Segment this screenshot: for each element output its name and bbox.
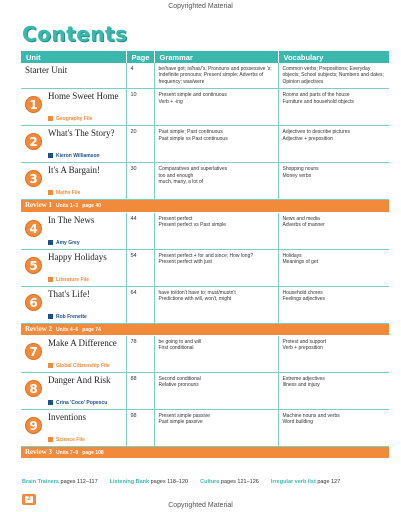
grammar-item: Present perfect + for and since; How long? (158, 252, 254, 259)
header-unit: Unit (21, 51, 126, 63)
review-title[interactable]: Review 1 (25, 201, 53, 210)
footer-link[interactable] (200, 479, 259, 485)
grammar-item: Past simple; Past continuous (158, 129, 223, 136)
unit-cell (21, 63, 126, 89)
table-body (21, 63, 389, 459)
unit-number-badge: 2 (25, 133, 42, 150)
unit-cell (21, 212, 126, 249)
unit-number-badge: 6 (25, 294, 42, 311)
unit-file-label: Maths File (56, 190, 81, 197)
page-number-cell: 10 (126, 89, 154, 126)
review-title[interactable]: Review 3 (25, 448, 53, 457)
vocabulary-item: Household chores (282, 289, 323, 296)
square-bullet-icon (48, 363, 53, 368)
grammar-cell (154, 410, 278, 447)
square-bullet-icon (48, 240, 53, 245)
square-bullet-icon (48, 400, 53, 405)
grammar-cell (154, 89, 278, 126)
page-number-cell: 78 (126, 336, 154, 373)
vocabulary-cell (278, 163, 389, 200)
review-title[interactable]: Review 2 (25, 324, 53, 333)
unit-cell (21, 249, 126, 286)
review-page: page 40 (82, 203, 101, 210)
grammar-item: Past simple passive (158, 419, 203, 426)
review-units: Units 4–6 (56, 326, 79, 333)
footer-link-pages: page 127 (317, 479, 341, 485)
vocabulary-item: Shopping nouns (282, 166, 319, 173)
vocabulary-item: Adjective + preposition (282, 135, 333, 142)
review-units: Units 1–3 (56, 203, 79, 210)
vocabulary-item: Holidays (282, 252, 302, 259)
footer-link-label: Irregular verb list (270, 479, 316, 485)
unit-number-badge: 4 (25, 220, 42, 237)
square-bullet-icon (48, 277, 53, 282)
page-number-cell: 64 (126, 286, 154, 323)
unit-file-label: Global Citizenship File (56, 363, 110, 370)
unit-row (21, 212, 389, 249)
unit-row (21, 286, 389, 323)
unit-file-label: Crina 'Coco' Popescu (56, 400, 108, 407)
footer-link-pages: pages 118–120 (150, 479, 189, 485)
unit-file-label: Literature File (56, 276, 90, 283)
unit-title[interactable]: In The News (48, 214, 95, 225)
unit-file[interactable] (48, 153, 100, 159)
unit-cell (21, 336, 126, 373)
grammar-item: Verb + -ing (158, 98, 183, 105)
vocabulary-item: Protest and support (282, 339, 327, 346)
unit-title[interactable]: Happy Holidays (48, 251, 107, 262)
grammar-item: Predictions with will, won't, might (158, 296, 232, 303)
vocabulary-cell (278, 249, 389, 286)
unit-title[interactable]: Home Sweet Home (48, 91, 119, 102)
vocabulary-cell (278, 336, 389, 373)
vocabulary-item: Adjectives to describe pictures (282, 129, 351, 136)
grammar-cell (154, 249, 278, 286)
grammar-item: Past simple vs Past continuous (158, 135, 228, 142)
vocabulary-item: Word building (282, 419, 313, 426)
unit-row (21, 373, 389, 410)
grammar-item: much, many, a lot of (158, 179, 204, 186)
vocabulary-item: Verb + preposition (282, 345, 323, 352)
grammar-cell (154, 373, 278, 410)
vocabulary-item: Extreme adjectives (282, 376, 325, 383)
vocabulary-item: Money verbs (282, 172, 312, 179)
footer-link-label: Culture (200, 479, 220, 485)
grammar-item: have to/don't have to; must/mustn't (158, 289, 236, 296)
vocabulary-cell (278, 126, 389, 163)
unit-cell (21, 286, 126, 323)
vocabulary-item: Illness and injury (282, 382, 320, 389)
vocabulary-item: Rooms and parts of the house (282, 92, 350, 99)
vocabulary-item: Machine nouns and verbs (282, 413, 340, 420)
vocabulary-cell: Common verbs; Prepositions; Everyday objects; School subjects; Numbers and dates; Opinion adjectives (278, 63, 389, 89)
vocabulary-item: Furniture and household objects (282, 98, 354, 105)
unit-file[interactable] (48, 116, 92, 122)
vocabulary-cell (278, 212, 389, 249)
unit-cell (21, 373, 126, 410)
grammar-item: Present perfect vs Past simple (158, 222, 227, 229)
unit-title[interactable]: Starter Unit (25, 65, 68, 75)
copyright-top: Copyrighted Material (168, 3, 233, 10)
footer-link[interactable] (22, 479, 98, 485)
unit-number-badge: 7 (25, 343, 42, 360)
review-units: Units 7–9 (56, 450, 79, 457)
copyright-bottom: Copyrighted Material (168, 502, 233, 509)
footer-link-pages: pages 112–117 (60, 479, 98, 485)
page-title: Contents (22, 22, 128, 46)
unit-file[interactable] (48, 400, 107, 406)
grammar-item: Second conditional (158, 376, 201, 383)
grammar-item: Present simple passive (158, 413, 210, 420)
grammar-cell (154, 212, 278, 249)
header-grammar: Grammar (154, 51, 278, 63)
square-bullet-icon (48, 190, 53, 195)
vocabulary-cell (278, 286, 389, 323)
page-number-cell: 44 (126, 212, 154, 249)
unit-file-label: Rob Frenette (56, 313, 87, 320)
review-row (21, 200, 389, 212)
vocabulary-cell (278, 373, 389, 410)
footer-links (22, 479, 352, 485)
unit-title[interactable]: What's The Story? (48, 128, 115, 139)
grammar-item: be going to and will (158, 339, 202, 346)
vocabulary-item: Feelings adjectives (282, 296, 326, 303)
grammar-item: Relative pronouns (158, 382, 199, 389)
page-number-cell: 20 (126, 126, 154, 163)
unit-title[interactable]: It's A Bargain! (48, 165, 100, 176)
unit-number-badge: 3 (25, 170, 42, 187)
unit-file[interactable] (48, 437, 85, 443)
vocabulary-cell (278, 89, 389, 126)
square-bullet-icon (48, 153, 53, 158)
unit-file-label: Geography File (56, 116, 93, 123)
unit-number-badge: 1 (25, 96, 42, 113)
grammar-item: Present perfect (158, 215, 193, 222)
unit-row (21, 410, 389, 447)
unit-file-label: Amy Grey (56, 239, 80, 246)
grammar-item: Present perfect with just (158, 259, 212, 266)
page-number-cell: 30 (126, 163, 154, 200)
footer-link[interactable] (110, 479, 188, 485)
review-cell (21, 200, 389, 212)
grammar-item: First conditional (158, 345, 194, 352)
unit-file[interactable] (48, 314, 87, 320)
review-row (21, 323, 389, 335)
grammar-cell (154, 286, 278, 323)
contents-table (21, 51, 389, 459)
review-cell (21, 323, 389, 335)
review-cell (21, 447, 389, 459)
unit-row (21, 126, 389, 163)
unit-cell (21, 163, 126, 200)
unit-file-label: Kieron Williamson (56, 153, 100, 160)
grammar-cell (154, 163, 278, 200)
review-page: page 74 (82, 326, 101, 333)
page-number-cell: 54 (126, 249, 154, 286)
grammar-item: Comparatives and superlatives (158, 166, 228, 173)
grammar-item: too and enough (158, 172, 194, 179)
footer-link-pages: pages 121–126 (220, 479, 259, 485)
unit-file[interactable] (48, 363, 110, 369)
page-number: 2 (27, 496, 31, 502)
unit-title[interactable]: That's Life! (48, 288, 90, 299)
unit-cell (21, 89, 126, 126)
starter-row (21, 63, 389, 89)
unit-cell (21, 410, 126, 447)
footer-link[interactable] (271, 479, 340, 485)
unit-number-badge: 5 (25, 257, 42, 274)
unit-file[interactable] (48, 190, 80, 196)
unit-title[interactable]: Make A Difference (48, 338, 117, 349)
unit-cell (21, 126, 126, 163)
page-number-cell: 98 (126, 410, 154, 447)
page-number-cell: 4 (126, 63, 154, 89)
footer-link-label: Brain Trainers (22, 479, 59, 485)
review-row (21, 447, 389, 459)
square-bullet-icon (48, 116, 53, 121)
page-number-cell: 88 (126, 373, 154, 410)
review-page: page 108 (82, 450, 104, 457)
grammar-item: Present simple and continuous (158, 92, 227, 99)
grammar-cell (154, 336, 278, 373)
unit-file-label: Science File (56, 437, 85, 444)
square-bullet-icon (48, 437, 53, 442)
unit-row (21, 163, 389, 200)
header-page: Page (126, 51, 154, 63)
vocabulary-item: Meanings of get (282, 259, 319, 266)
grammar-cell (154, 126, 278, 163)
vocabulary-cell (278, 410, 389, 447)
footer-link-label: Listening Bank (109, 479, 150, 485)
unit-row (21, 336, 389, 373)
unit-row (21, 89, 389, 126)
square-bullet-icon (48, 314, 53, 319)
table-header (21, 51, 389, 63)
unit-file[interactable] (48, 277, 89, 283)
vocabulary-item: News and media (282, 215, 320, 222)
unit-title[interactable]: Inventions (48, 412, 86, 423)
vocabulary-item: Adverbs of manner (282, 222, 325, 229)
unit-file[interactable] (48, 240, 80, 246)
unit-row (21, 249, 389, 286)
unit-number-badge: 8 (25, 380, 42, 397)
unit-title[interactable]: Danger And Risk (48, 375, 111, 386)
unit-number-badge: 9 (25, 417, 42, 434)
grammar-cell: be/have got; is/has/'s; Pronouns and possessive 's; Indefinite pronouns; Present simple; Adverbs of frequency; was/were (154, 63, 278, 89)
header-vocabulary: Vocabulary (278, 51, 389, 63)
